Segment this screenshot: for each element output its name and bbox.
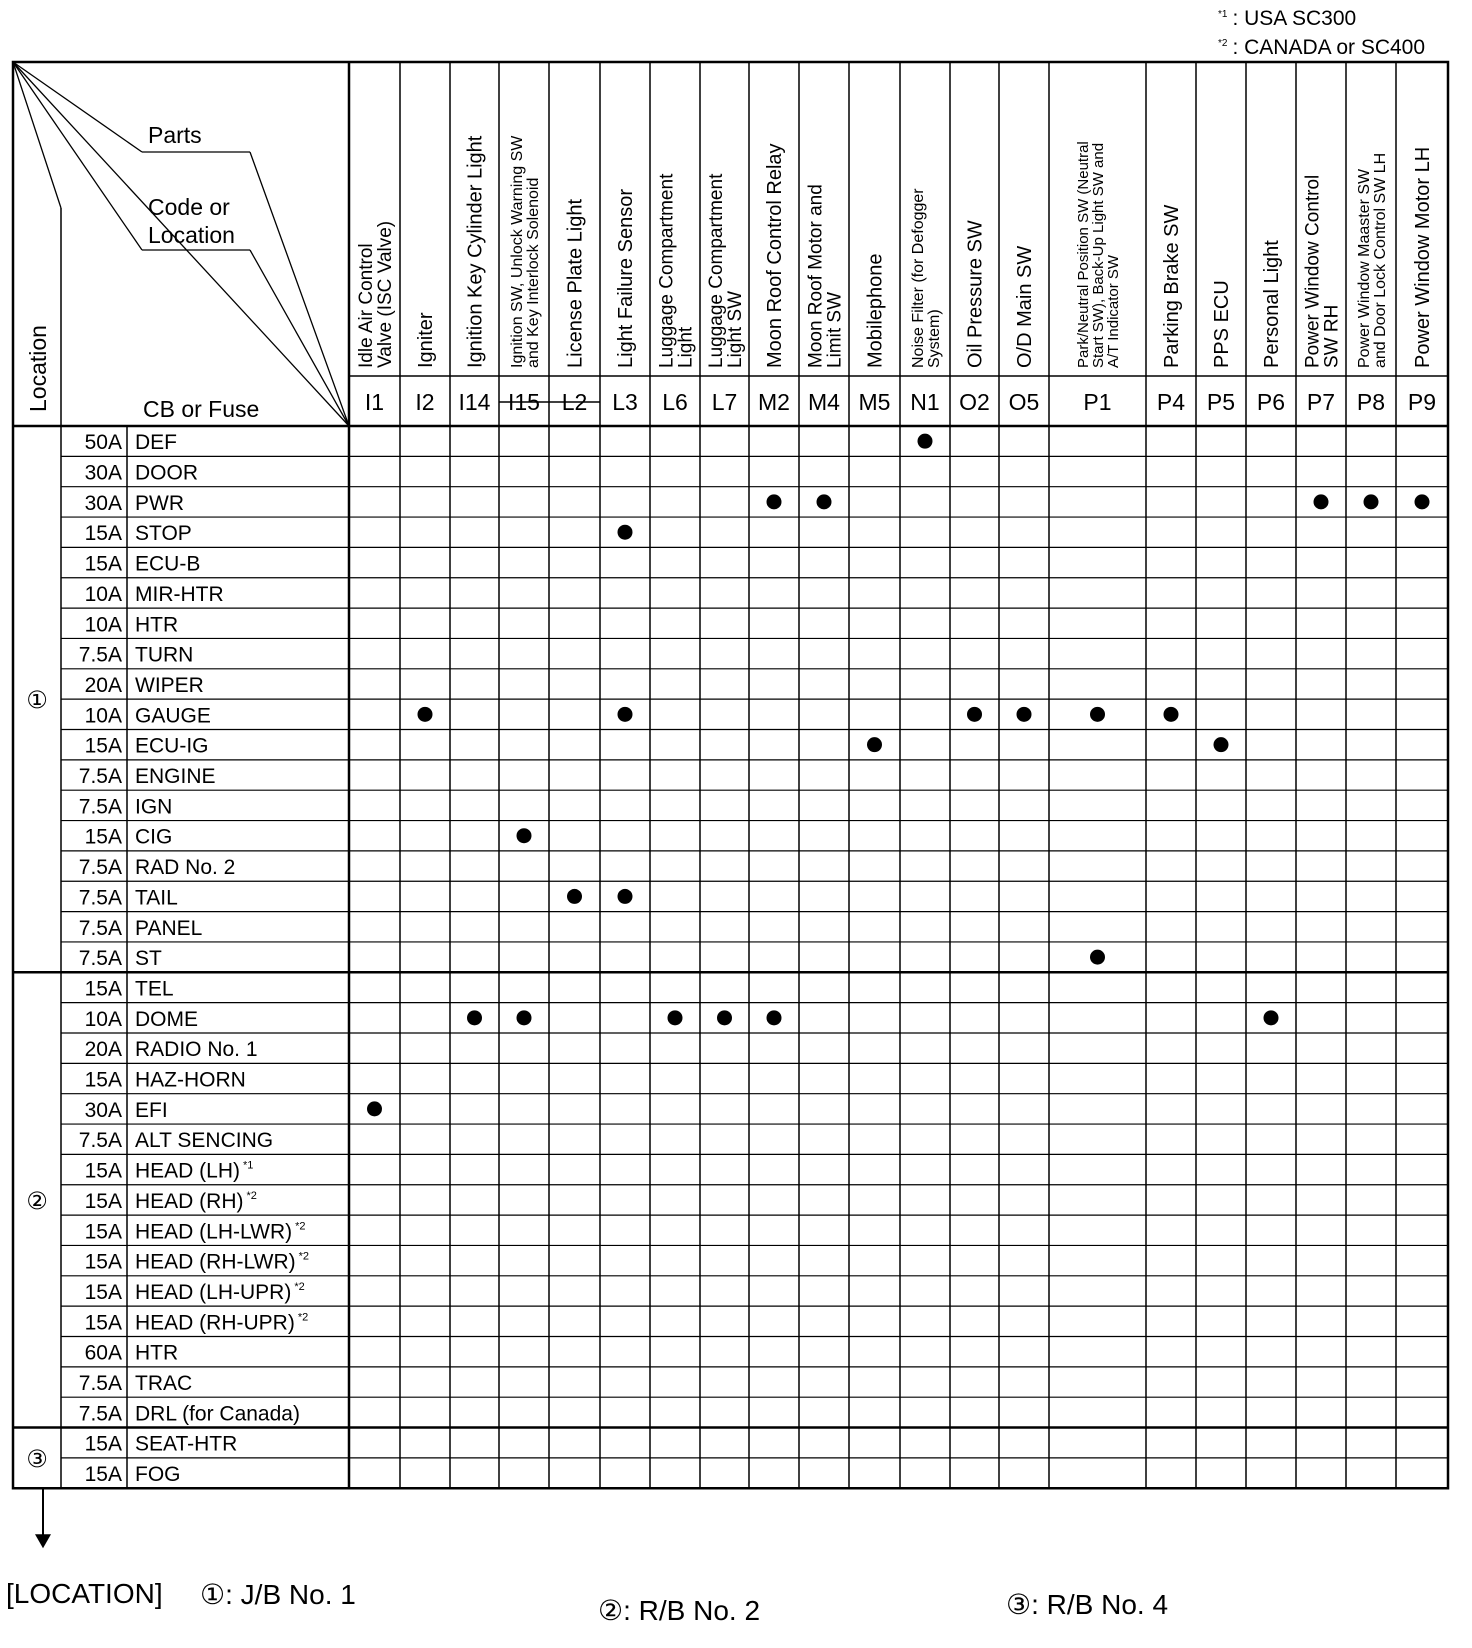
fuse-amperage: 15A — [84, 1311, 122, 1335]
fuse-name: ECU-B — [135, 552, 201, 576]
connection-dot — [418, 707, 433, 722]
fuse-name: DEF — [135, 431, 177, 455]
fuse-name: TAIL — [135, 886, 178, 910]
connection-dot — [618, 707, 633, 722]
diagonal-line-2 — [13, 62, 61, 208]
fuse-name: HTR — [135, 1341, 179, 1365]
connection-dot — [1314, 494, 1329, 509]
connection-dot — [467, 1010, 482, 1025]
part-code: P5 — [1206, 389, 1236, 415]
part-code: O2 — [959, 389, 990, 415]
fuse-name: DOOR — [135, 461, 198, 485]
connection-dot — [567, 889, 582, 904]
part-name: Parking Brake SW — [1161, 204, 1184, 368]
cb-fuse-label: CB or Fuse — [143, 396, 260, 422]
fuse-note: *2 — [297, 1311, 309, 1324]
part-code: M5 — [858, 389, 891, 415]
fuse-amperage: 10A — [84, 1007, 122, 1031]
fuse-amperage: 10A — [84, 582, 122, 606]
fuse-name: PANEL — [135, 916, 203, 940]
diagonal-line-6 — [13, 62, 142, 250]
connection-dot — [1214, 737, 1229, 752]
part-name: PPS ECU — [1211, 280, 1234, 368]
part-name: Idle Air Control — [355, 243, 377, 368]
fuse-name: EFI — [135, 1098, 168, 1122]
fuse-name: DOME — [135, 1007, 198, 1031]
connection-dot — [1415, 494, 1430, 509]
connection-dot — [918, 434, 933, 449]
connection-dot — [1090, 707, 1105, 722]
fuse-amperage: 7.5A — [78, 1402, 122, 1426]
fuse-name: ECU-IG — [135, 734, 209, 758]
fuse-name: HEAD (LH) $^{*1}$ — [135, 1159, 254, 1183]
fuse-amperage: 30A — [84, 461, 122, 485]
legend-item-rb2: ②: R/B No. 2 — [598, 1595, 761, 1626]
fuse-amperage: 7.5A — [78, 1372, 122, 1396]
fuse-name: HEAD (RH-LWR) $^{*2}$ — [135, 1250, 310, 1274]
fuse-name: FOG — [135, 1463, 181, 1487]
fuse-amperage: 15A — [84, 522, 122, 546]
connection-dot — [717, 1010, 732, 1025]
part-name: Igniter — [415, 312, 438, 368]
part-code: P8 — [1356, 389, 1386, 415]
fuse-name: HEAD (LH-UPR) $^{*2}$ — [135, 1280, 305, 1304]
part-name: Light SW — [724, 290, 746, 368]
connection-dot — [618, 525, 633, 540]
part-name: Valve (ISC Valve) — [374, 220, 396, 368]
part-name: Luggage Compartment — [656, 173, 678, 368]
fuse-amperage: 7.5A — [78, 916, 122, 940]
fuse-amperage: 7.5A — [78, 886, 122, 910]
fuse-name: MIR-HTR — [135, 582, 224, 606]
part-name: Personal Light — [1261, 240, 1284, 368]
fuse-name: HTR — [135, 613, 179, 637]
part-name: SW RH — [1321, 304, 1343, 368]
fuse-amperage: 15A — [84, 1189, 122, 1213]
fuse-amperage: 7.5A — [78, 765, 122, 789]
arrow-down-icon — [35, 1534, 51, 1548]
fuse-name: GAUGE — [135, 704, 211, 728]
part-code: L3 — [612, 389, 638, 415]
fuse-amperage: 15A — [84, 1463, 122, 1487]
location-group-symbol: ① — [26, 686, 48, 715]
fuse-amperage: 15A — [84, 825, 122, 849]
fuse-name: CIG — [135, 825, 173, 849]
part-name: Light — [675, 326, 697, 368]
part-name: Power Window Maaster SW — [1355, 168, 1373, 368]
connection-dot — [618, 889, 633, 904]
connection-dot — [967, 707, 982, 722]
part-code: O5 — [1008, 389, 1040, 415]
part-code: I14 — [458, 389, 491, 415]
fuse-name: RADIO No. 1 — [135, 1038, 258, 1062]
diagonal-line-3 — [13, 62, 142, 152]
fuse-amperage: 15A — [84, 1220, 122, 1244]
diagonal-line-8 — [250, 250, 349, 426]
fuse-name: TURN — [135, 643, 194, 667]
part-name: Light Failure Sensor — [615, 189, 638, 368]
fuse-amperage: 15A — [84, 977, 122, 1001]
part-code: L7 — [711, 389, 738, 415]
part-code: L6 — [662, 389, 688, 415]
fuse-amperage: 7.5A — [78, 795, 122, 819]
part-code: L2 — [561, 389, 588, 415]
fuse-name: HEAD (LH-LWR) $^{*2}$ — [135, 1220, 306, 1244]
connection-dot — [1090, 950, 1105, 965]
fuse-amperage: 15A — [84, 1068, 122, 1092]
fuse-name: IGN — [135, 795, 173, 819]
fuse-amperage: 50A — [84, 431, 122, 455]
part-name: and Key Interlock Solenoid — [524, 177, 542, 368]
fuse-name: ENGINE — [135, 765, 216, 789]
fuse-name: TRAC — [135, 1372, 193, 1396]
parts-label: Parts — [148, 122, 202, 148]
part-name: Limit SW — [824, 292, 846, 368]
part-name: Luggage Compartment — [705, 173, 727, 368]
legend-item-rb4: ③: R/B No. 4 — [1006, 1589, 1169, 1620]
part-name: Ignition SW, Unlock Warning SW — [508, 135, 526, 368]
connection-dot — [668, 1010, 683, 1025]
part-code: M4 — [808, 389, 840, 415]
legend-item-jb1: ①: J/B No. 1 — [200, 1579, 356, 1610]
connection-dot — [767, 1010, 782, 1025]
part-name: Park/Neutral Position SW (Neutral — [1074, 141, 1092, 368]
fuse-amperage: 20A — [84, 673, 122, 697]
fuse-name: HAZ-HORN — [135, 1068, 246, 1092]
part-name: Start SW), Back-Up Light SW and — [1089, 142, 1107, 368]
fuse-note: *2 — [246, 1189, 257, 1202]
fuse-amperage: 15A — [84, 734, 122, 758]
fuse-amperage: 10A — [84, 613, 122, 637]
connection-dot — [367, 1101, 382, 1116]
connection-dot — [817, 494, 832, 509]
part-code: P7 — [1306, 389, 1336, 415]
fuse-amperage: 10A — [84, 704, 122, 728]
part-code: P1 — [1083, 389, 1112, 415]
fuse-name: TEL — [135, 977, 174, 1001]
fuse-amperage: 30A — [84, 491, 122, 515]
connection-dot — [1364, 494, 1379, 509]
fuse-name: SEAT-HTR — [135, 1432, 238, 1456]
connection-dot — [1164, 707, 1179, 722]
fuse-amperage: 7.5A — [78, 643, 122, 667]
fuse-amperage: 15A — [84, 1159, 122, 1183]
fuse-name: HEAD (RH) $^{*2}$ — [135, 1189, 257, 1213]
location-group-symbol: ② — [26, 1186, 48, 1215]
location-group-symbol: ③ — [26, 1444, 48, 1473]
part-name: Oil Pressure SW — [964, 220, 987, 368]
footnote-1: $^{*1}$ : USA SC300 — [1218, 7, 1357, 30]
part-name: O/D Main SW — [1014, 245, 1037, 368]
fuse-name: ALT SENCING — [135, 1129, 274, 1153]
fuse-amperage: 7.5A — [78, 856, 122, 880]
connection-dot — [867, 737, 882, 752]
legend-prefix: [LOCATION] — [6, 1578, 163, 1609]
footnote-2: $^{*2}$ : CANADA or SC400 — [1218, 36, 1426, 59]
part-code: N1 — [910, 389, 940, 415]
fuse-amperage: 7.5A — [78, 947, 122, 971]
connection-dot — [1264, 1010, 1279, 1025]
connection-dot — [1017, 707, 1032, 722]
part-name: and Door Lock Control SW LH — [1371, 152, 1389, 368]
fuse-name: ST — [135, 947, 162, 971]
fuse-amperage: 20A — [84, 1038, 122, 1062]
connection-dot — [517, 1010, 532, 1025]
part-name: Noise Filter (for Defogger — [909, 188, 927, 368]
part-code: P9 — [1407, 389, 1437, 415]
part-name: Ignition Key Cylinder Light — [464, 135, 487, 368]
location-label: Location — [25, 325, 51, 412]
part-code: P6 — [1256, 389, 1286, 415]
fuse-amperage: 7.5A — [78, 1129, 122, 1153]
fuse-note: *2 — [298, 1250, 310, 1263]
part-name: Power Window Control — [1302, 174, 1324, 368]
fuse-name: WIPER — [135, 673, 204, 697]
fuse-note: *2 — [295, 1220, 306, 1233]
fuse-amperage: 30A — [84, 1098, 122, 1122]
part-code: P4 — [1156, 389, 1186, 415]
part-name: Moon Roof Motor and — [805, 184, 827, 368]
part-name: Power Window Motor LH — [1412, 146, 1435, 368]
part-code: I2 — [415, 389, 435, 415]
fuse-amperage: 15A — [84, 1280, 122, 1304]
fuse-amperage: 15A — [84, 552, 122, 576]
fuse-name: STOP — [135, 522, 192, 546]
part-code: I1 — [364, 389, 385, 415]
part-code: I15 — [508, 389, 540, 415]
fuse-name: HEAD (RH-UPR) $^{*2}$ — [135, 1311, 309, 1335]
connection-dot — [767, 494, 782, 509]
fuse-note: *1 — [243, 1159, 254, 1172]
part-name: A/T Indicator SW — [1104, 254, 1122, 368]
fuse-note: *2 — [294, 1280, 305, 1293]
fuse-amperage: 15A — [84, 1432, 122, 1456]
connection-dot — [517, 828, 532, 843]
part-name: License Plate Light — [564, 198, 587, 368]
fuse-name: DRL (for Canada) — [135, 1402, 300, 1426]
diagonal-line-5 — [250, 152, 349, 426]
code-label-line-2: Location — [148, 222, 235, 248]
part-name: Mobilephone — [864, 253, 887, 368]
fuse-amperage: 60A — [84, 1341, 122, 1365]
fuse-amperage: 15A — [84, 1250, 122, 1274]
part-name: System) — [925, 309, 943, 368]
table-frame — [13, 62, 1448, 1488]
part-name: Moon Roof Control Relay — [764, 143, 787, 368]
fuse-name: PWR — [135, 491, 184, 515]
part-code: M2 — [758, 389, 790, 415]
fuse-name: RAD No. 2 — [135, 856, 236, 880]
code-label-line-1: Code or — [148, 194, 230, 220]
